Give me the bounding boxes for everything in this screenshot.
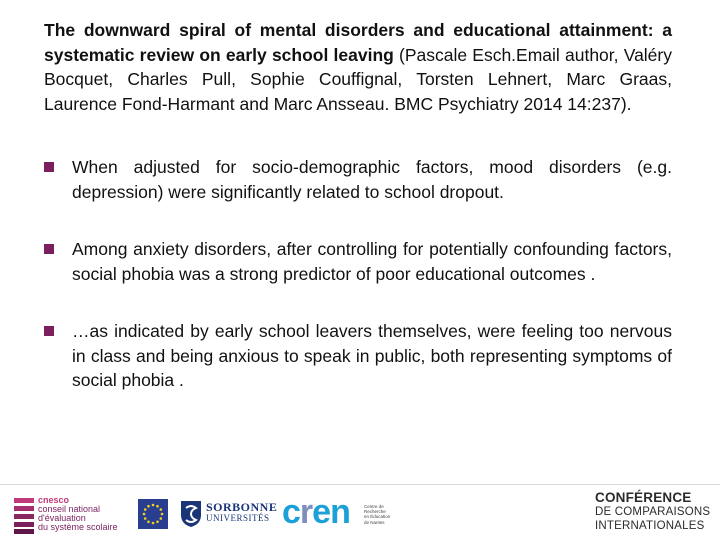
footer-logos: [0, 486, 720, 540]
bullet-item: [44, 155, 672, 204]
sorbonne-logo: [180, 500, 278, 530]
cnesco-line: du système scolaire: [38, 522, 118, 532]
cnesco-name: cnesco: [38, 495, 70, 505]
sorbonne-line: UNIVERSITÉS: [206, 513, 270, 523]
cren-side-text: Centre de Recherche en Éducation de Nantes: [364, 504, 391, 525]
cren-letter: en: [312, 493, 350, 531]
conference-line: CONFÉRENCE: [595, 490, 692, 505]
bullet-text: Among anxiety disorders, after controlling for potentially confounding factors, social phobia was a strong predictor of poor educational outcomes .: [72, 239, 672, 284]
bullet-list: [44, 155, 672, 393]
cnesco-text: [38, 496, 118, 532]
sorbonne-name: [206, 502, 277, 524]
eu-stars-icon: [138, 499, 168, 529]
bullet-item: [44, 237, 672, 286]
eu-flag-logo: [138, 499, 168, 529]
cnesco-line: conseil national: [38, 504, 101, 514]
sorbonne-line: SORBONNE: [206, 500, 278, 514]
bullet-text: …as indicated by early school leavers themselves, were feeling too nervous in class and being anxious to speak in public, both representing symptoms of social phobia .: [72, 321, 672, 390]
cnesco-logo: [14, 496, 126, 536]
square-bullet-icon: [44, 326, 54, 336]
footer-divider: [0, 484, 720, 485]
bullet-item: [44, 319, 672, 393]
cren-logo: [282, 492, 392, 536]
conference-line: INTERNATIONALES: [595, 520, 705, 532]
reference-paragraph: [44, 18, 672, 116]
cren-letter: c: [282, 493, 300, 531]
conference-line: DE COMPARAISONS: [595, 506, 711, 518]
cci-logo: [595, 490, 713, 538]
cnesco-mark-icon: [14, 498, 36, 534]
square-bullet-icon: [44, 162, 54, 172]
cnesco-line: d'évaluation: [38, 513, 86, 523]
slide-content: [44, 18, 672, 393]
square-bullet-icon: [44, 244, 54, 254]
reference-title: The downward spiral of mental disorders and educational attainment: a systematic review on early school leaving: [44, 20, 672, 65]
cren-letter: r: [299, 493, 313, 531]
cren-wordmark: [282, 492, 350, 532]
bullet-text: When adjusted for socio-demographic factors, mood disorders (e.g. depression) were significantly related to school dropout.: [72, 157, 672, 202]
reference-authors: (Pascale Esch.Email author, Valéry Bocquet, Charles Pull, Sophie Couffignal, Torsten Lehnert, Marc Graas, Laurence Fond-Harmant and Marc Ansseau. BMC Psychiatry 2014 14:237).: [44, 44, 672, 114]
sorbonne-shield-icon: [180, 500, 202, 528]
